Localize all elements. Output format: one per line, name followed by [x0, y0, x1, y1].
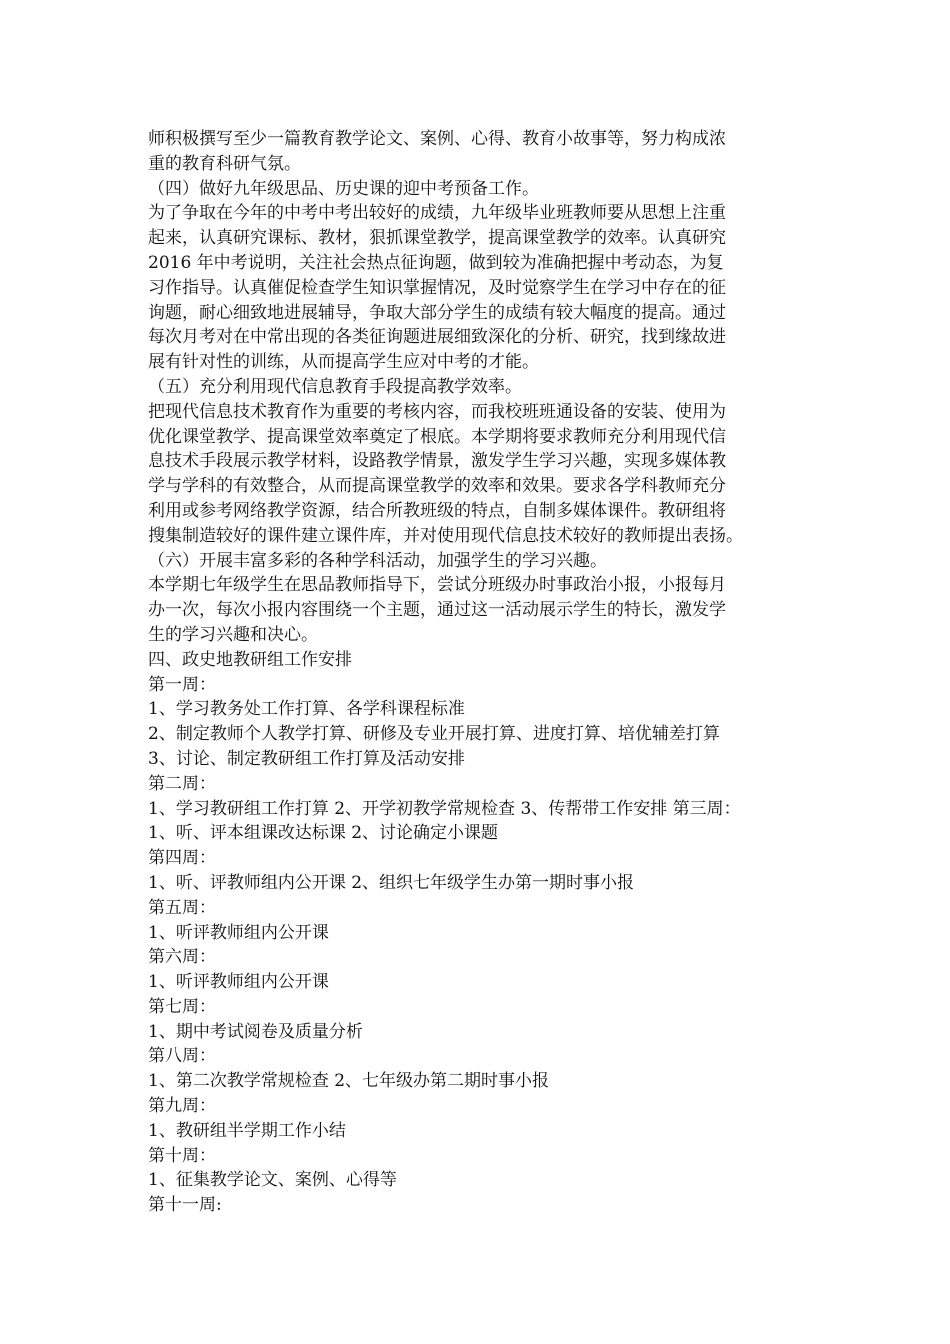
text-line: （五）充分利用现代信息教育手段提高教学效率。	[148, 376, 522, 397]
text-line: 本学期七年级学生在思品教师指导下，尝试分班级办时事政治小报，小报每月	[148, 575, 726, 596]
text-line: 每次月考对在中常出现的各类征询题进展细致深化的分析、研究，找到缘故进	[148, 327, 726, 348]
document-body	[148, 127, 813, 1218]
text-line: 把现代信息技术教育作为重要的考核内容，而我校班班通设备的安装、使用为	[148, 401, 726, 422]
text-line: 第十周：	[148, 1145, 216, 1166]
text-line: 2、制定教师个人教学打算、研修及专业开展打算、进度打算、培优辅差打算	[148, 724, 720, 745]
text-line: 第八周：	[148, 1046, 216, 1067]
text-line: 利用或参考网络教学资源，结合所教班级的特点，自制多媒体课件。教研组将	[148, 500, 726, 521]
text-line: 师积极撰写至少一篇教育教学论文、案例、心得、教育小故事等，努力构成浓	[148, 129, 726, 149]
text-line: 1、征集教学论文、案例、心得等	[148, 1170, 397, 1191]
text-line: 第九周：	[148, 1096, 216, 1117]
text-line: 第五周：	[148, 897, 216, 918]
text-line: 学与学科的有效整合，从而提高课堂教学的效率和效果。要求各学科教师充分	[148, 476, 726, 497]
text-line: 1、听、评本组课改达标课 2、讨论确定小课题	[148, 823, 499, 844]
text-line: 第七周：	[148, 996, 216, 1017]
text-line: 1、学习教研组工作打算 2、开学初教学常规检查 3、传帮带工作安排 第三周：	[148, 798, 741, 819]
text-line: 为了争取在今年的中考中考出较好的成绩，九年级毕业班教师要从思想上注重	[148, 203, 726, 224]
text-line: 第六周：	[148, 947, 216, 968]
text-line: 起来，认真研究课标、教材，狠抓课堂教学，提高课堂教学的效率。认真研究	[148, 228, 726, 249]
text-line: 第二周：	[148, 773, 216, 794]
text-line: （六）开展丰富多彩的各种学科活动，加强学生的学习兴趣。	[148, 550, 607, 571]
text-line: 第四周：	[148, 848, 216, 869]
text-line: 1、听、评教师组内公开课 2、组织七年级学生办第一期时事小报	[148, 872, 635, 893]
text-line: 息技术手段展示教学材料，设路教学情景，激发学生学习兴趣，实现多媒体教	[148, 451, 726, 472]
text-line: 展有针对性的训练，从而提高学生应对中考的才能。	[148, 352, 539, 373]
text-line: 1、第二次教学常规检查 2、七年级办第二期时事小报	[148, 1071, 550, 1092]
text-line: 重的教育科研气氛。	[148, 153, 301, 174]
text-line: 生的学习兴趣和决心。	[148, 624, 318, 645]
text-line: 习作指导。认真催促检查学生知识掌握情况，及时觉察学生在学习中存在的征	[148, 277, 726, 298]
text-line: 第一周：	[148, 674, 216, 695]
text-line: 1、学习教务处工作打算、各学科课程标准	[148, 699, 465, 720]
text-line: （四）做好九年级思品、历史课的迎中考预备工作。	[148, 178, 539, 199]
text-line: 搜集制造较好的课件建立课件库，并对使用现代信息技术较好的教师提出表扬。	[148, 525, 743, 546]
text-line: 1、期中考试阅卷及质量分析	[148, 1021, 363, 1042]
text-line: 2016 年中考说明，关注社会热点征询题，做到较为准确把握中考动态，为复	[148, 252, 724, 273]
text-line: 办一次，每次小报内容围绕一个主题，通过这一活动展示学生的特长，激发学	[148, 600, 726, 621]
text-line: 1、听评教师组内公开课	[148, 922, 329, 943]
text-line: 第十一周:	[148, 1195, 222, 1216]
text-line: 1、教研组半学期工作小结	[148, 1120, 346, 1141]
text-line: 3、讨论、制定教研组工作打算及活动安排	[148, 748, 465, 769]
text-line: 优化课堂教学、提高课堂效率奠定了根底。本学期将要求教师充分利用现代信	[148, 426, 726, 447]
text-line: 四、政史地教研组工作安排	[148, 649, 352, 670]
text-line: 1、听评教师组内公开课	[148, 972, 329, 993]
text-line: 询题，耐心细致地进展辅导，争取大部分学生的成绩有较大幅度的提高。通过	[148, 302, 726, 323]
